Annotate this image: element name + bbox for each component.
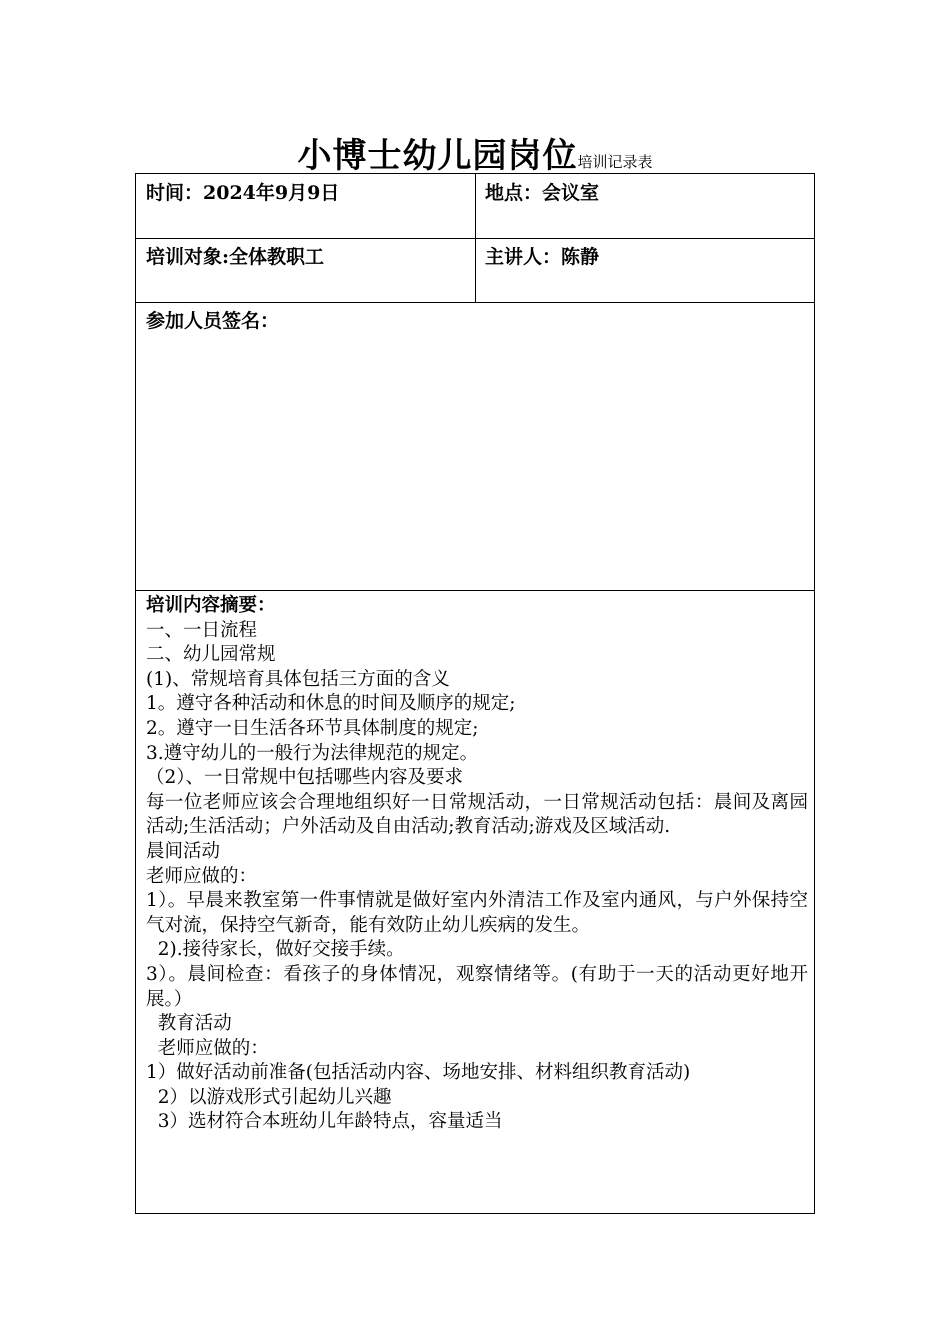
summary-paragraph: 1）。早晨来教室第一件事情就是做好室内外清洁工作及室内通风，与户外保持空气对流，保持空气新奇，能有效防止幼儿疾病的发生。 [146,890,808,936]
summary-line: 晨间活动 [146,840,221,862]
summary-line: （2）、一日常规中包括哪些内容及要求 [146,767,464,789]
summary-line: 3）选材符合本班幼儿年龄特点，容量适当 [146,1111,503,1133]
summary-line: 一、一日流程 [146,619,258,641]
summary-paragraph: 3）。晨间检查：看孩子的身体情况，观察情绪等。(有助于一天的活动更好地开展。） [146,963,808,1010]
summary-line: 老师应做的： [146,865,258,887]
summary-line: (1)、常规培育具体包括三方面的含义 [146,668,450,690]
record-table [135,173,815,1214]
row-divider [136,590,814,591]
summary-paragraph: 每一位老师应该会合理地组织好一日常规活动，一日常规活动包括：晨间及离园活动;生活活动；户外活动及自由活动;教育活动;游戏及区域活动. [146,791,808,838]
summary-line: 二、幼儿园常规 [146,644,276,666]
speaker-field: 主讲人：陈静 [485,246,600,268]
location-field: 地点：会议室 [485,182,600,204]
title-main: 小博士幼儿园岗位 [297,136,578,176]
document-title [0,128,950,177]
summary-line: 2）以游戏形式引起幼儿兴趣 [146,1086,392,1108]
summary-line: 1。遵守各种活动和休息的时间及顺序的规定; [146,693,516,715]
signature-label: 参加人员签名： [146,310,280,332]
column-divider [475,174,476,302]
title-suffix: 培训记录表 [577,153,653,171]
summary-line: 3.遵守幼儿的一般行为法律规范的规定。 [146,742,479,764]
time-field: 时间：2024年9月9日 [146,182,340,204]
summary-line: 2。遵守一日生活各环节具体制度的规定; [146,717,479,739]
summary-line: 教育活动 [146,1013,232,1035]
audience-field: 培训对象:全体教职工 [146,246,325,268]
summary-heading: 培训内容摘要： [146,595,276,616]
summary-line: 2).接待家长，做好交接手续。 [146,939,405,961]
training-summary [146,594,808,1135]
summary-line: 老师应做的： [146,1037,269,1059]
row-divider [136,302,814,303]
summary-paragraph: 1）做好活动前准备(包括活动内容、场地安排、材料组织教育活动) [146,1062,691,1084]
